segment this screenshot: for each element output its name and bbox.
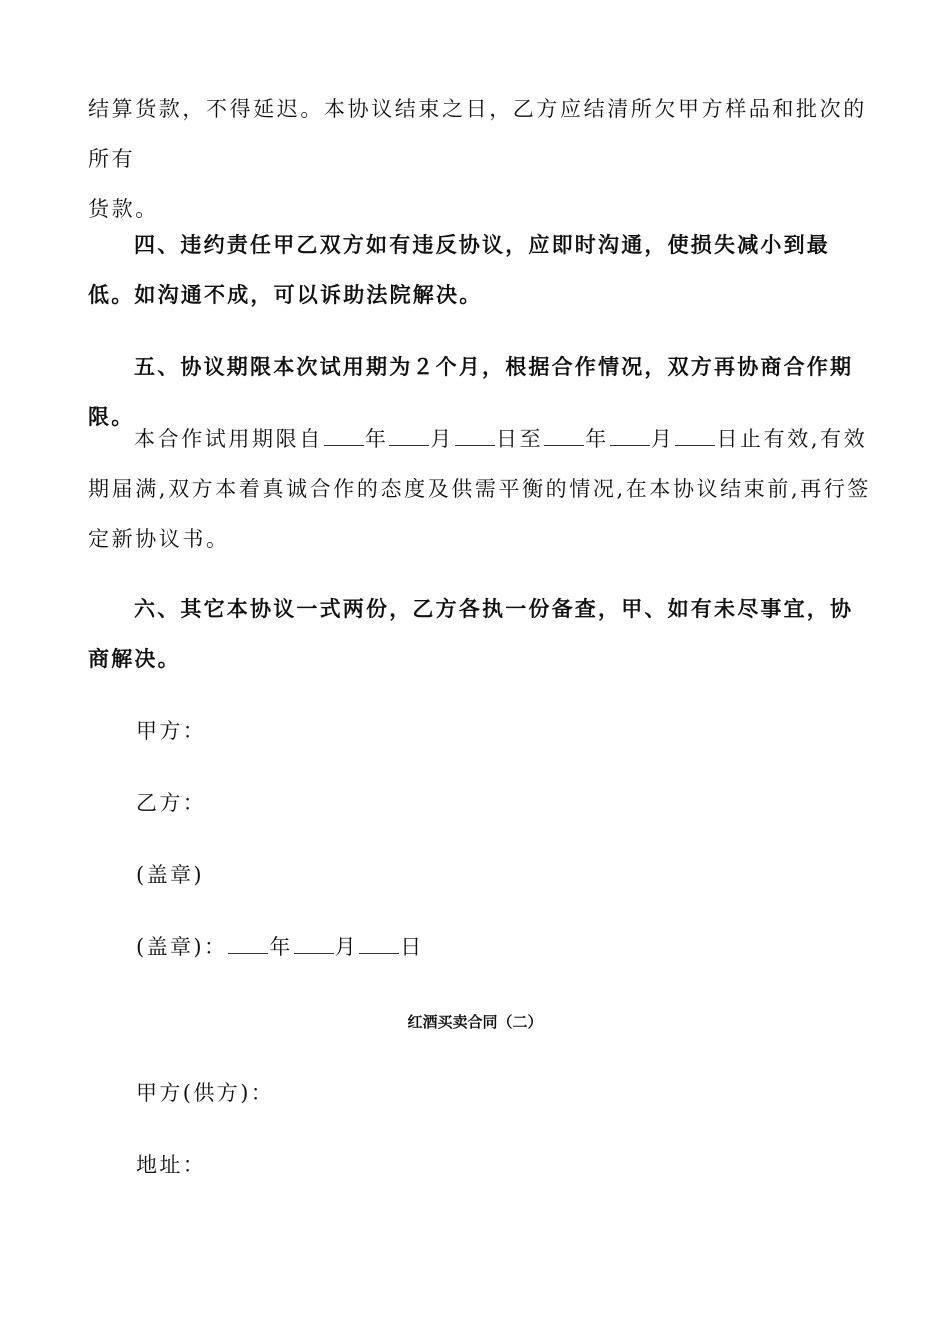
blank-line xyxy=(359,952,399,954)
section-title: 红酒买卖合同（二） xyxy=(407,1013,543,1031)
trial-period-text-start: 本合作试用期限自 xyxy=(134,427,323,451)
seal-label: (盖章) xyxy=(136,863,204,887)
address-label: 地址： xyxy=(136,1153,207,1177)
party-b-label: 乙方： xyxy=(136,791,207,815)
paragraph-payment-line2: 货款。 xyxy=(88,197,159,221)
month-label: 月 xyxy=(430,427,455,451)
blank-line xyxy=(294,952,334,954)
blank-line xyxy=(610,444,650,446)
paragraph-term: 五、协议期限本次试用期为２个月，根据合作情况，双方再协商合作期限。 xyxy=(88,355,854,429)
day-to-label: 日至 xyxy=(496,427,544,451)
paragraph-other: 六、其它本协议一式两份，乙方各执一份备查，甲、如有未尽事宜，协商解决。 xyxy=(88,597,854,671)
year-label: 年 xyxy=(269,935,293,959)
seal-date-line xyxy=(136,927,424,967)
year-label: 年 xyxy=(585,427,609,451)
party-a-label: 甲方： xyxy=(136,719,207,743)
year-label: 年 xyxy=(364,427,389,451)
paragraph-liability: 四、违约责任甲乙双方如有违反协议，应即时沟通，使损失减小到最低。如沟通不成，可以诉助法院解决。 xyxy=(88,233,830,307)
blank-line xyxy=(455,444,495,446)
blank-line xyxy=(544,444,584,446)
blank-line xyxy=(228,952,268,954)
seal-date-label: (盖章)： xyxy=(136,935,228,959)
blank-line xyxy=(324,444,364,446)
day-label: 日 xyxy=(400,935,424,959)
paragraph-trial-period xyxy=(88,414,872,564)
paragraph-payment-line1: 结算货款，不得延迟。本协议结束之日，乙方应结清所欠甲方样品和批次的所有 xyxy=(88,97,867,171)
month-label: 月 xyxy=(650,427,675,451)
paragraph-payment xyxy=(88,84,872,234)
blank-line xyxy=(389,444,429,446)
seller-label: 甲方(供方)： xyxy=(136,1081,275,1105)
blank-line xyxy=(675,444,715,446)
month-label: 月 xyxy=(334,935,359,959)
trial-period-text-end: 日止有效,有效期届满,双方本着真诚合作的态度及供需平衡的情况,在本协议结束前,再行签定新协议书。 xyxy=(88,427,872,551)
